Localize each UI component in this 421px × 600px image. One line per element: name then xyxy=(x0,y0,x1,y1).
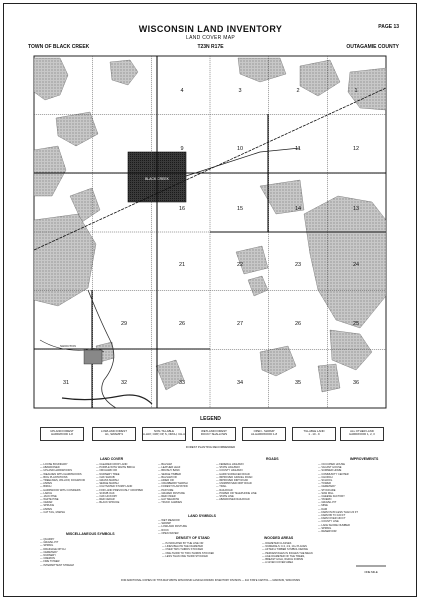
township-range: T23N R17E xyxy=(197,44,224,50)
legend-item: — SCHOOL xyxy=(318,478,333,482)
legend-item: — BALSAM FIR xyxy=(158,475,177,479)
improvements-list xyxy=(318,463,358,533)
legend-item: — FIRE TOWER xyxy=(40,560,60,564)
legend-item: — QUARRY xyxy=(40,538,55,541)
legend-item: — AIDER OR xyxy=(158,478,174,482)
legend-item: — CHURCH xyxy=(318,475,333,479)
section-29: 29 xyxy=(120,321,128,327)
legend-item: — TRUCK GARDEN xyxy=(158,501,183,505)
legend-item: — ABANDONED xyxy=(40,466,60,470)
forest-planting-note: FOREST PLANTING RECOMMENDED xyxy=(185,445,236,449)
legend-item: — STATE LINE xyxy=(216,494,234,498)
legend-item: — FOREST PLANTATION xyxy=(158,485,189,489)
section-4: 4 xyxy=(180,88,184,94)
section-21: 21 xyxy=(178,262,186,268)
legend-item: — PERCENTAGES IN INCHES THE MEAN xyxy=(262,551,313,555)
legend-item: — GRAVEL PIT xyxy=(318,501,337,505)
legend-item: — NUMERALS: 0-3, 4-9, 10+ PLACES xyxy=(262,545,307,549)
legend-item: — OAK HICKORY xyxy=(96,494,118,498)
legend-item: — ASPEN xyxy=(40,507,52,511)
legend-item: — SPRING xyxy=(318,526,332,530)
legend-item: — BOG PLANTATIONS xyxy=(40,475,68,479)
shiocton-label: SHIOCTON xyxy=(60,344,76,348)
legend-item: — CRANBERRY MARSH xyxy=(158,482,188,486)
legend-item: — DAM xyxy=(318,507,328,511)
map-title: WISCONSIN LAND INVENTORY xyxy=(138,24,283,34)
legend-item: — POWER OR TELEPHONE LINE xyxy=(216,491,257,495)
section-10: 10 xyxy=(236,146,244,152)
section-12: 12 xyxy=(352,146,360,152)
section-13: 13 xyxy=(352,206,360,212)
legend-item: — LINES BELOW THE DIAMETER xyxy=(162,545,203,549)
legend-item: — OAK SHRUB xyxy=(96,475,115,479)
legend-item: — BLACK SPRUCE xyxy=(96,501,120,505)
improvements-header: IMPROVEMENTS xyxy=(350,457,379,461)
legend-item: — INTERMITTENT STREAM xyxy=(40,563,74,567)
legend-item: — PASTURE xyxy=(158,488,174,492)
legend-item: — IMPROVED DIRT ROAD xyxy=(216,478,249,482)
legend-item: — DIAMETER CLASSES xyxy=(262,542,292,545)
settlement-block xyxy=(84,350,102,364)
legend-item: — LEATHER LEAF xyxy=(158,466,181,470)
legend-item: — CREMON xyxy=(40,557,55,561)
section-15: 15 xyxy=(236,206,244,212)
legend-item: — TAVERN xyxy=(318,498,332,502)
land-symbols-header: LAND SYMBOLS xyxy=(188,514,216,518)
legend-item: — A GIVEN COVER AREA xyxy=(262,561,294,565)
legend-box-non-tillable: NON-TILLABLE A-HAY, CRP, OP, S, ORCH, CH-A xyxy=(142,427,186,441)
section-31: 31 xyxy=(62,380,70,386)
legend-item: — AFTER A TIMBER SYMBOL DEFINE xyxy=(262,548,308,552)
section-32: 32 xyxy=(120,380,128,386)
legend-item: — COUNTY HIGHWAY xyxy=(216,469,244,473)
section-23: 23 xyxy=(294,262,302,268)
roads-list xyxy=(216,463,257,501)
legend-item: — IMPROVED GRAVEL ROAD xyxy=(216,475,253,479)
legend-item: — AGE DIAMETER OF THE TREES, xyxy=(262,554,305,558)
legend-item: — HARD SURFACED ROAD xyxy=(216,472,250,476)
legend-item: — SWAMP xyxy=(158,522,172,526)
section-24: 24 xyxy=(352,262,360,268)
legend-item: — DRAINAGE DITCH xyxy=(40,547,66,551)
legend-item: — SEDGE MARSH xyxy=(96,482,119,486)
legend-item: — HAY MEADOW xyxy=(158,498,180,502)
legend-item: — CLEARED CROP LAND xyxy=(96,463,128,466)
wooded-list xyxy=(262,542,313,564)
legend-title: LEGEND xyxy=(200,416,221,422)
wooded-header: WOODED AREAS xyxy=(264,536,294,540)
legend-item: — NURSERY xyxy=(40,553,56,557)
legend-item: — CAT TAIL, MARSH xyxy=(40,510,66,514)
legend-box-lowland-forest: LOWLAND FOREST H1, SWAMP 9 xyxy=(92,427,136,441)
legend-item: — TREELINES, WILLOW, DOGWOOD xyxy=(40,478,86,482)
legend-item: — WHITE PINE xyxy=(40,498,59,502)
legend-box-upland-forest: UPLAND FOREST HARDWOOD 1-8 xyxy=(40,427,84,441)
legend-item: — LOOSE BOUNDARY xyxy=(40,463,68,466)
legend-item: — ONE-THIRD TO TWO-THIRDS STOCKED xyxy=(162,551,215,555)
legend-item: — LARCH xyxy=(40,491,53,495)
legend-item: — TRAIL xyxy=(216,485,227,489)
section-3: 3 xyxy=(238,88,242,94)
legend-box-wetland-forest: WETLAND FOREST ROCKY SHALLOWS xyxy=(192,427,236,441)
land-cover-list-1 xyxy=(40,463,85,514)
roads-header: ROADS xyxy=(266,457,279,461)
legend-item: — VACANT HOUSE xyxy=(318,466,342,470)
scale-label: ONE MILE xyxy=(364,570,378,574)
legend-item: — CULTIVATED STUMP LAND xyxy=(96,485,133,489)
section-1: 1 xyxy=(354,88,358,94)
legend-item: — SUMMER HOME xyxy=(318,469,342,473)
section-35: 35 xyxy=(294,380,302,386)
legend-item: — FARM OVER 160 FT xyxy=(318,517,346,521)
legend-item: — LAKE SHORE NUMBER xyxy=(318,523,350,527)
legend-item: — NURSERY TREE xyxy=(96,472,120,476)
legend-item: — SEDGE TIMBER xyxy=(158,472,181,476)
legend-item: — SPRING xyxy=(40,544,54,548)
legend-item: — WEALDEN WITH HARDWOODS xyxy=(40,472,82,476)
legend-item: — ORCHARD OR xyxy=(96,469,118,473)
legend-item: — BIRCH xyxy=(40,485,52,489)
section-16: 16 xyxy=(178,206,186,212)
legend-item: — CEDAR xyxy=(40,501,53,505)
land-cover-list-2 xyxy=(96,463,143,504)
legend-item: — COUNTY LINE xyxy=(318,520,339,524)
section-33: 33 xyxy=(178,380,186,386)
legend-item: — STOCKADE xyxy=(318,488,336,492)
town-name: TOWN OF BLACK CREEK xyxy=(28,44,90,50)
legend-item: — OPEN WATER xyxy=(158,531,179,535)
section-28: 26 xyxy=(178,321,186,327)
misc-symbols-header: MISCELLANEOUS SYMBOLS xyxy=(66,532,115,536)
legend-item: — ASPEN xyxy=(40,482,52,486)
section-22: 22 xyxy=(236,262,244,268)
map-subtitle: LAND COVER MAP xyxy=(186,35,235,41)
legend-item: — ROCK xyxy=(158,528,169,532)
section-27: 27 xyxy=(236,321,244,327)
legend-item: — BALSAM xyxy=(158,463,172,466)
legend-item: — LESS THAN ONE THIRD STOCKED xyxy=(162,554,208,558)
legend-item: — JACK PINE xyxy=(40,494,57,498)
legend-item: — ABANDONED RAILROAD xyxy=(216,498,250,502)
legend-item: — RAILROAD xyxy=(216,488,233,492)
section-34: 34 xyxy=(236,380,244,386)
legend-item: — FARM IN 80 LESS THAN 20 FT xyxy=(318,510,359,514)
legend-item: — COMMUNITY CENTER xyxy=(318,472,349,476)
legend-item: — WET MEADOW xyxy=(158,519,180,522)
legend-item: — GRAVEL PIT xyxy=(40,541,59,545)
legend-item: — RED CEDAR xyxy=(96,498,115,502)
density-header: DENSITY OF STAND xyxy=(176,536,210,540)
section-9: 9 xyxy=(180,146,184,152)
footer-note: FOR ADDITIONAL COPIES OF THIS MAP WRITE WISCONSIN LAND ECONOMIC INVENTORY DIVISION — 410 STATE CAPITOL — MADISON, WISCONSIN xyxy=(120,579,301,582)
legend-item: — IS INDICATED BY THE LINE OR xyxy=(162,542,204,545)
legend-item: — RED OSIER xyxy=(158,494,176,498)
legend-item: — OVER TWO-THIRDS STOCKED xyxy=(162,548,204,552)
legend-item: — HARDWOOD WITH CONIFERS xyxy=(40,488,81,492)
scale-bar xyxy=(356,566,386,574)
legend-item: — UNIMPROVED DIRT ROAD xyxy=(216,482,252,486)
legend-item: — FEDERAL HIGHWAY xyxy=(216,463,245,466)
legend-item: — CEMETERY xyxy=(40,550,58,554)
legend-box-tillable: TILLABLE LAND 1 - 10 - 9 xyxy=(292,427,336,441)
legend-item: — PURPLE WITH WHITE BIRCH xyxy=(96,466,135,470)
section-11: 11 xyxy=(295,146,301,152)
legend-item: — UPLAND HARDWOODS xyxy=(40,469,72,473)
legend-item: — CEMETERY xyxy=(318,485,336,489)
legend-item: — RESERVOIR xyxy=(318,529,337,533)
legend-item: — CHEESE FACTORY xyxy=(318,494,345,498)
land-cover-header: LAND COVER xyxy=(100,457,124,461)
legend-box-open-swamp: OPEN - SWAMP A1-HARDWOOD 1-8 xyxy=(242,427,286,441)
legend-item: — BREAST HIGH, WHICH FORMS xyxy=(262,557,304,561)
legend-item: — GRAZED PASTURE xyxy=(158,491,185,495)
legend-item: — STATE HIGHWAY xyxy=(216,466,241,470)
legend-item: — BRUSHY BANK xyxy=(158,469,180,473)
legend-item: — MINE xyxy=(318,504,328,508)
section-26: 26 xyxy=(294,321,302,327)
density-list xyxy=(162,542,214,558)
section-36: 36 xyxy=(352,380,360,386)
legend-item: — OCCUPIED HOUSE xyxy=(318,463,345,466)
legend-item: — FOR LAND PREVIOUSLY CROPPED xyxy=(96,488,144,492)
section-14: 14 xyxy=(294,206,302,212)
legend-item: — FARM 80 TO 160 FT xyxy=(318,514,346,517)
land-cover-list-3 xyxy=(158,463,188,504)
page-number: PAGE 13 xyxy=(378,24,399,30)
village-label: BLACK CREEK xyxy=(145,177,169,181)
misc-symbols-list xyxy=(40,538,74,567)
section-25: 25 xyxy=(352,321,360,327)
county-name: OUTAGAMIE COUNTY xyxy=(346,44,399,50)
legend-item: — LOWLAND PASTURE xyxy=(158,525,187,529)
legend-item: — SCRUB OAK xyxy=(96,491,115,495)
legend-item: — SAW MILL xyxy=(318,491,334,495)
legend-box-all-other: ALL OTHER LAND HARDWOOD 1, 2, 3 xyxy=(340,427,384,441)
section-2: 2 xyxy=(296,88,300,94)
legend-item: — SPRUCE xyxy=(40,504,55,508)
legend-item: — TOWER xyxy=(318,482,331,486)
legend-item: — GRASS MARSH xyxy=(96,478,119,482)
land-symbols-list xyxy=(158,519,187,535)
